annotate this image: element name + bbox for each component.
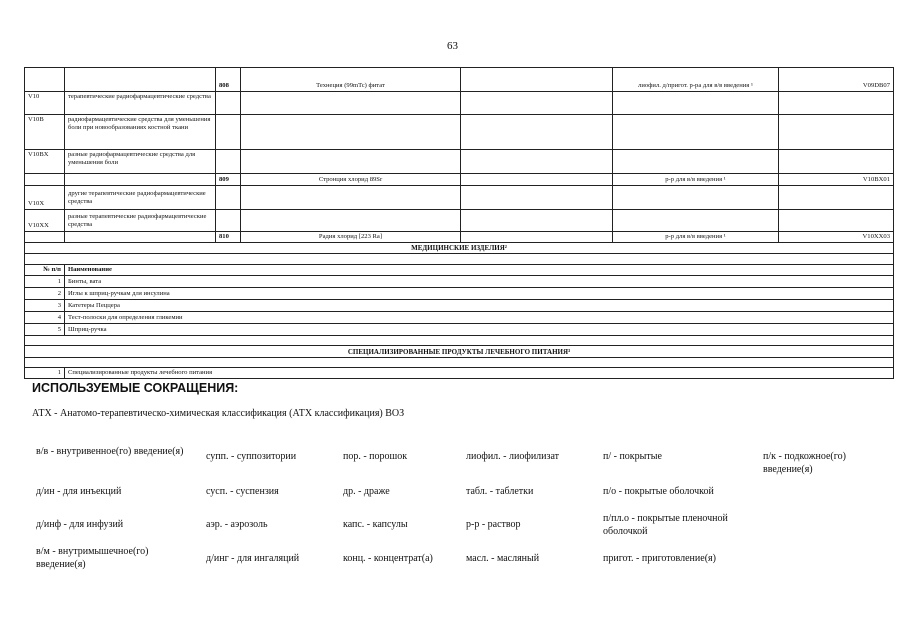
atx-group-code: V10B	[25, 115, 65, 150]
medical-devices-title: МЕДИЦИНСКИЕ ИЗДЕЛИЯ²	[25, 243, 894, 254]
col-header-number: № п/п	[25, 265, 65, 276]
abbreviation: др. - драже	[343, 486, 390, 497]
drug-name: Технеция (99mTc) фитат	[241, 68, 461, 92]
item-name: Специализированные продукты лечебного питания	[65, 368, 894, 379]
abbreviation: масл. - масляный	[466, 553, 540, 564]
page-number: 63	[447, 40, 458, 52]
section-header	[25, 243, 894, 254]
atx-code: V09DB07	[779, 68, 894, 92]
abbreviation: капс. - капсулы	[343, 519, 408, 530]
abbreviation: в/в - внутривенное(го) введение(я)	[36, 446, 184, 457]
atx-group-code: V10	[25, 92, 65, 115]
table-row	[25, 92, 894, 115]
drug-form: р-р для в/в введения ¹	[613, 232, 779, 243]
atx-group-desc: разные радиофармацевтические средства для уменьшения боли	[65, 150, 216, 174]
item-number: 2	[25, 288, 65, 300]
atx-group-code: V10XX	[25, 210, 65, 232]
abbreviation: р-р - раствор	[466, 519, 521, 530]
abbreviation: лиофил. - лиофилизат	[466, 451, 560, 462]
abbreviation: сусп. - суспензия	[206, 486, 279, 497]
abbreviations-title: ИСПОЛЬЗУЕМЫЕ СОКРАЩЕНИЯ:	[32, 381, 239, 395]
nutrition-title: СПЕЦИАЛИЗИРОВАННЫЕ ПРОДУКТЫ ЛЕЧЕБНОГО ПИТАНИЯ³	[25, 346, 894, 358]
abbreviation: п/пл.о - покрытые пленочной оболочкой	[603, 513, 728, 537]
col-header-name: Наименование	[65, 265, 894, 276]
table-row	[25, 68, 894, 92]
abbreviation: п/ - покрытые	[603, 451, 662, 462]
abbreviation: пор. - порошок	[343, 451, 408, 462]
atx-definition: АТХ - Анатомо-терапевтическо-химическая классификация (АТХ классификация) ВОЗ	[32, 408, 405, 419]
drug-number: 809	[216, 174, 241, 186]
abbreviation: супп. - суппозитории	[206, 451, 297, 462]
table-row	[25, 186, 894, 210]
abbreviation: пригот. - приготовление(я)	[603, 553, 716, 564]
drug-number: 810	[216, 232, 241, 243]
item-name: Иглы к шприц-ручкам для инсулина	[65, 288, 894, 300]
item-number: 1	[25, 368, 65, 379]
table-row	[25, 210, 894, 232]
atx-code: V10XX03	[779, 232, 894, 243]
atx-group-desc: радиофармацевтические средства для уменьшения боли при новообразованиях костной ткани	[65, 115, 216, 150]
atx-group-desc: терапевтические радиофармацевтические средства	[65, 92, 216, 115]
table-row	[25, 324, 894, 336]
section-header	[25, 346, 894, 358]
drug-number: 808	[216, 68, 241, 92]
abbreviation: аэр. - аэрозоль	[206, 519, 268, 530]
drug-form: р-р для в/в введения ¹	[613, 174, 779, 186]
drug-form: лиофил. д/пригот. р-ра для в/в введения ¹	[613, 68, 779, 92]
abbreviation: п/к - подкожное(го) введение(я)	[763, 451, 846, 475]
abbreviation: д/инг - для ингаляций	[206, 553, 300, 564]
drug-list-table	[24, 67, 894, 379]
abbreviation: д/инф - для инфузий	[36, 519, 124, 530]
table-row	[25, 312, 894, 324]
abbreviation: конц. - концентрат(а)	[343, 553, 433, 564]
item-name: Тест-полоски для определения гликемии	[65, 312, 894, 324]
abbreviation: табл. - таблетки	[466, 486, 534, 497]
item-number: 3	[25, 300, 65, 312]
drug-name: Радия хлорид [223 Ra]	[241, 232, 461, 243]
table-row	[25, 115, 894, 150]
table-row	[25, 288, 894, 300]
atx-group-desc: другие терапевтические радиофармацевтические средства	[65, 186, 216, 210]
item-name: Бинты, вата	[65, 276, 894, 288]
table-row	[25, 232, 894, 243]
table-header-row	[25, 265, 894, 276]
table-row	[25, 276, 894, 288]
item-number: 5	[25, 324, 65, 336]
abbreviation: д/ин - для инъекций	[36, 486, 122, 497]
table-row	[25, 150, 894, 174]
item-number: 1	[25, 276, 65, 288]
table-row	[25, 174, 894, 186]
atx-group-desc: разные терапевтические радиофармацевтические средства	[65, 210, 216, 232]
item-number: 4	[25, 312, 65, 324]
atx-group-code: V10X	[25, 186, 65, 210]
abbreviation: в/м - внутримышечное(го) введение(я)	[36, 546, 149, 570]
drug-name: Стронция хлорид 89Sr	[241, 174, 461, 186]
atx-code: V10BX01	[779, 174, 894, 186]
table-row	[25, 300, 894, 312]
abbreviation: п/о - покрытые оболочкой	[603, 486, 714, 497]
table-row	[25, 368, 894, 379]
atx-group-code: V10BX	[25, 150, 65, 174]
item-name: Катетеры Пеццера	[65, 300, 894, 312]
item-name: Шприц-ручка	[65, 324, 894, 336]
